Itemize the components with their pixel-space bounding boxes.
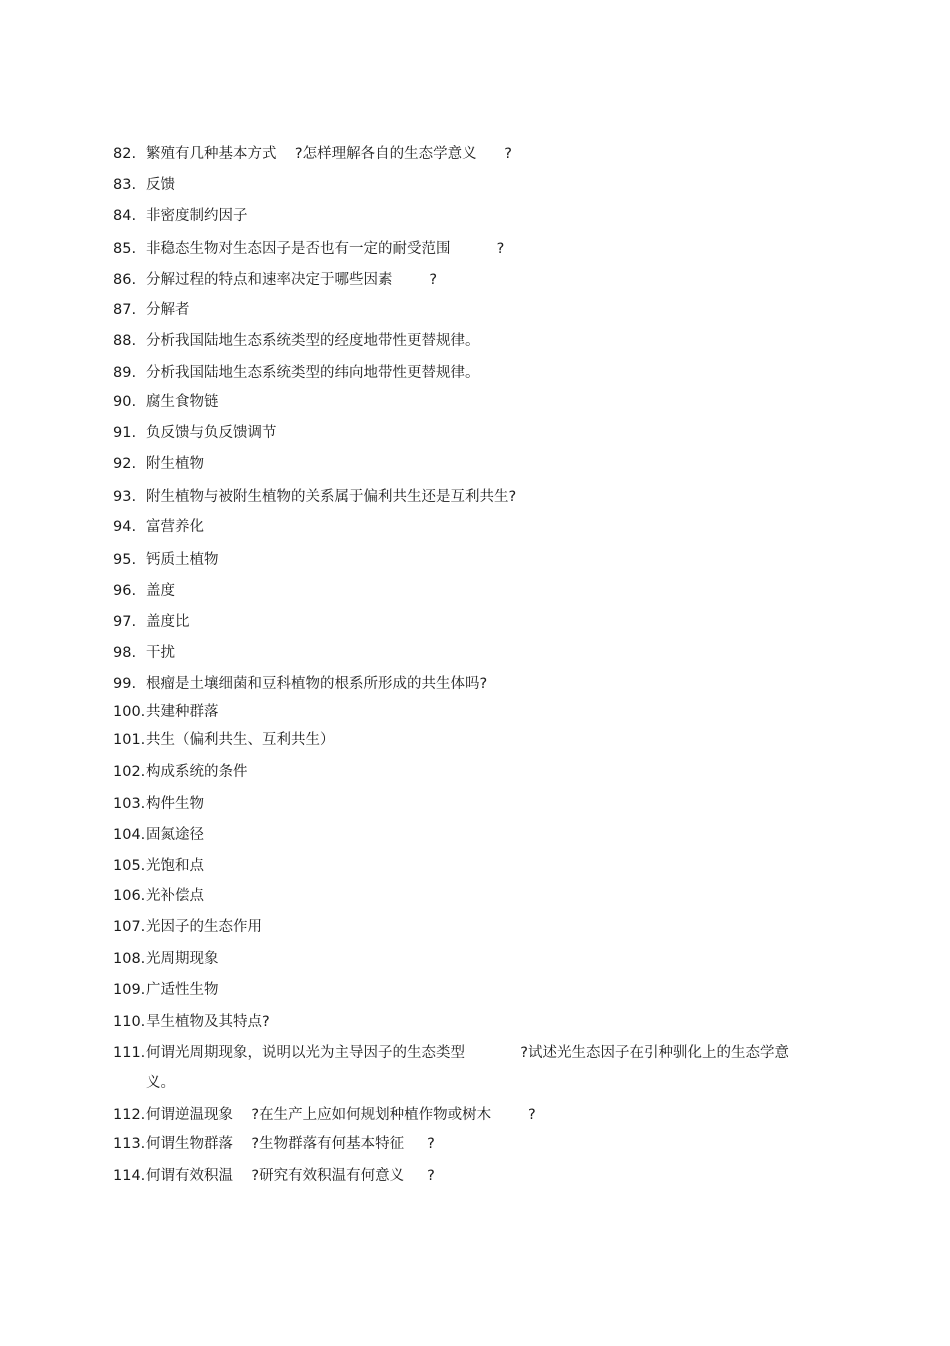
item-number: 100.: [113, 704, 146, 720]
item-text: 何谓有效积温 ?研究有效积温有何意义 ?: [146, 1168, 435, 1184]
item-number: 97.: [113, 614, 137, 630]
item-number: 88.: [113, 333, 137, 349]
item-text: 分析我国陆地生态系统类型的纬向地带性更替规律。: [146, 365, 480, 381]
item-text: 根瘤是土壤细菌和豆科植物的根系所形成的共生体吗?: [146, 676, 488, 692]
item-number: 94.: [113, 519, 137, 535]
item-text: 共建种群落: [146, 704, 219, 720]
item-number: 106.: [113, 888, 146, 904]
item-text: 共生（偏利共生、互利共生）: [146, 732, 335, 748]
item-text: 何谓光周期现象，说明以光为主导因子的生态类型 ?试述光生态因子在引种驯化上的生态学意: [146, 1045, 790, 1061]
item-text: 非密度制约因子: [146, 208, 248, 224]
item-text: 广适性生物: [146, 982, 219, 998]
item-number: 83.: [113, 177, 137, 193]
item-text: 干扰: [146, 645, 175, 661]
item-text: 何谓逆温现象 ?在生产上应如何规划种植作物或树木 ?: [146, 1107, 536, 1123]
item-text: 非稳态生物对生态因子是否也有一定的耐受范围 ?: [146, 241, 505, 257]
item-text: 旱生植物及其特点?: [146, 1014, 270, 1030]
item-number: 86.: [113, 272, 137, 288]
item-text: 附生植物与被附生植物的关系属于偏利共生还是互利共生?: [146, 489, 517, 505]
item-text: 固氮途径: [146, 827, 204, 843]
item-text: 分解过程的特点和速率决定于哪些因素 ?: [146, 272, 438, 288]
item-number: 110.: [113, 1014, 146, 1030]
item-text: 盖度: [146, 583, 175, 599]
item-number: 89.: [113, 365, 137, 381]
item-number: 95.: [113, 552, 137, 568]
item-number: 108.: [113, 951, 146, 967]
item-number: 109.: [113, 982, 146, 998]
item-text: 光因子的生态作用: [146, 919, 262, 935]
item-number: 99.: [113, 676, 137, 692]
item-text: 光补偿点: [146, 888, 204, 904]
item-number: 84.: [113, 208, 137, 224]
item-text: 反馈: [146, 177, 175, 193]
item-number: 98.: [113, 645, 137, 661]
item-text: 何谓生物群落 ?生物群落有何基本特征 ?: [146, 1136, 435, 1152]
item-number: 101.: [113, 732, 146, 748]
item-text: 富营养化: [146, 519, 204, 535]
item-number: 111.: [113, 1045, 146, 1061]
item-number: 90.: [113, 394, 137, 410]
item-number: 91.: [113, 425, 137, 441]
item-number: 112.: [113, 1107, 146, 1123]
item-number: 107.: [113, 919, 146, 935]
list-item: [113, 1043, 830, 1093]
item-text: 负反馈与负反馈调节: [146, 425, 277, 441]
item-text: 分解者: [146, 302, 190, 318]
item-number: 96.: [113, 583, 137, 599]
item-text: 钙质土植物: [146, 552, 219, 568]
item-number: 92.: [113, 456, 137, 472]
item-text: 盖度比: [146, 614, 190, 630]
item-number: 93.: [113, 489, 137, 505]
item-text: 附生植物: [146, 456, 204, 472]
item-number: 87.: [113, 302, 137, 318]
item-text-continued: 义。: [146, 1075, 175, 1091]
item-number: 102.: [113, 764, 146, 780]
item-number: 85.: [113, 241, 137, 257]
item-number: 105.: [113, 858, 146, 874]
item-number: 113.: [113, 1136, 146, 1152]
item-number: 114.: [113, 1168, 146, 1184]
item-text: 腐生食物链: [146, 394, 219, 410]
item-text: 构成系统的条件: [146, 764, 248, 780]
item-number: 82.: [113, 146, 137, 162]
item-text: 分析我国陆地生态系统类型的经度地带性更替规律。: [146, 333, 480, 349]
item-text: 构件生物: [146, 796, 204, 812]
item-number: 103.: [113, 796, 146, 812]
item-number: 104.: [113, 827, 146, 843]
item-text: 光饱和点: [146, 858, 204, 874]
item-text: 光周期现象: [146, 951, 219, 967]
item-text: 繁殖有几种基本方式 ?怎样理解各自的生态学意义 ?: [146, 146, 512, 162]
